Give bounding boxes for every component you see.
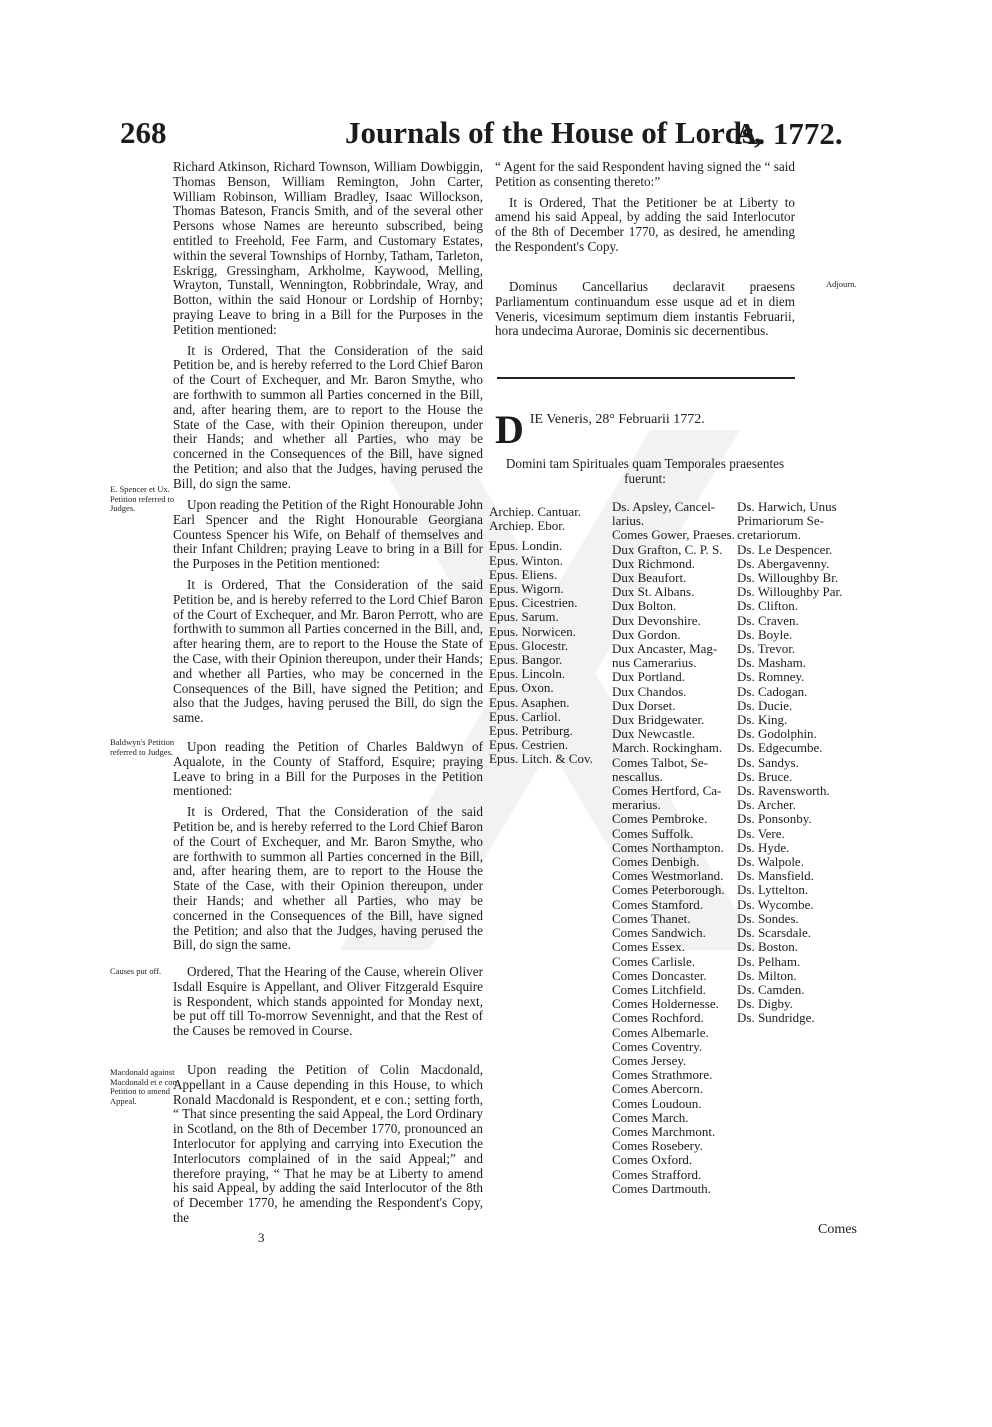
temporal-lord-entry: Comes Albemarle. [612,1024,709,1040]
baron-entry: Ds. Archer. [737,797,796,813]
right-top-block [495,160,795,261]
temporal-lord-entry: Comes Rosebery. [612,1138,703,1154]
temporal-lord-entry: Comes Peterborough. [612,882,725,898]
drop-cap: D [495,407,524,452]
running-title: Journals of the House of Lords, [345,115,762,150]
domini-heading [495,456,795,486]
baron-entry: Ds. Trevor. [737,641,796,657]
attendance-barons-list [737,500,857,1026]
spiritual-lord-entry: Epus. Oxon. [489,680,554,696]
baron-entry: Ds. Milton. [737,967,797,983]
temporal-lord-entry: Comes Doncaster. [612,967,707,983]
spencer-block [173,498,483,732]
baron-entry: Ds. Mansfield. [737,868,814,884]
temporal-lord-entry: Dux Beaufort. [612,570,687,586]
domini-line-2: fuerunt: [624,471,666,486]
baldwyn-petition-para: Upon reading the Petition of Charles Baldwyn of Aqualote, in the County of Stafford, Esquire; praying Leave to bring in a Bill for the Purposes in the Petition mentioned: [173,739,483,799]
temporal-lord-entry: Dux Dorset. [612,697,676,713]
spencer-petition-para: Upon reading the Petition of the Right Honourable John Earl Spencer and the Right Honourable Georgiana Countess Spencer his Wife, on Behalf of themselves and their Infant Children; praying Leave to bring in a Bill for the Purposes in the Petition mentioned: [173,497,483,572]
temporal-lord-entry: Dux Gordon. [612,626,681,642]
attendance-dukes-earls-list [612,500,737,1196]
hornby-petition-para: Richard Atkinson, Richard Townson, William Dowbiggin, Thomas Benson, William Remington, John Carter, William Robinson, William Bradley, Isaac Willockson, Thomas Bateson, Francis Smith, and of the several other Persons whose Names are hereunto subscribed, being entitled to Freehold, Fee Farm, and Customary Estates, within the several Townships of Hornby, Tatham, Tarleton, Eskrigg, Gressingham, Arkholme, Kaywood, Melling, Wrayton, Tunstall, Wennington, Robbrindale, Wray, and Botton, within the said Honour or Lordship of Hornby; praying Leave to bring in a Bill for the Purposes in the Petition mentioned: [173,159,483,337]
temporal-lord-entry: Comes Westmorland. [612,868,724,884]
attendance-spiritual-list [489,505,607,767]
baron-entry: Ds. Masham. [737,655,806,671]
section-rule [497,377,795,379]
baron-entry: Ds. Harwich, Unus [737,499,837,514]
temporal-lord-entry: March. Rockingham. [612,740,723,756]
temporal-lord-entry: Comes Rochford. [612,1010,704,1026]
temporal-lord-entry: Comes Thanet. [612,910,691,926]
temporal-lord-entry: Comes Jersey. [612,1052,687,1068]
baron-entry: cretariorum. [737,527,801,543]
temporal-lord-entry: Comes March. [612,1109,689,1125]
margin-note-baldwyn: Baldwyn's Petition referred to Judges. [110,737,175,757]
baron-entry: Ds. Lyttelton. [737,882,809,898]
temporal-lord-entry: Comes Suffolk. [612,825,694,841]
temporal-lord-entry: Comes Oxford. [612,1152,693,1168]
temporal-lord-entry: Dux Bolton. [612,598,677,614]
margin-note-adjourn: Adjourn. [826,279,857,289]
adjournment-para: Dominus Cancellarius declaravit praesens Parliamentum continuandum esse usque ad et in diem Veneris, vicesimum septimum diem instantis Februarii, hora undecima Aurorae, Dominis sic decernentibus. [495,279,795,339]
baron-entry: Ds. Abergavenny. [737,555,830,571]
temporal-lord-entry: nescallus. [612,768,663,784]
temporal-lord-entry: Comes Abercorn. [612,1081,703,1097]
baldwyn-block [173,740,483,959]
baron-entry: Ds. Boyle. [737,626,793,642]
spiritual-lord-entry: Epus. Norwicen. [489,623,577,639]
temporal-lord-entry: Comes Northampton. [612,839,724,855]
spiritual-lord-entry: Archiep. Ebor. [489,518,566,534]
macdonald-block [173,1063,483,1232]
temporal-lord-entry: Comes Marchmont. [612,1123,716,1139]
baron-entry: Ds. Sundridge. [737,1010,815,1026]
baron-entry: Primariorum Se- [737,513,825,529]
baron-entry: Ds. Sandys. [737,754,799,770]
baron-entry: Ds. Willoughby Par. [737,584,843,600]
temporal-lord-entry: Comes Stamford. [612,896,703,912]
spiritual-lord-entry: Epus. Petriburg. [489,723,573,739]
baron-entry: Ds. Hyde. [737,839,790,855]
temporal-lord-entry: Comes Dartmouth. [612,1180,711,1196]
day-heading [495,407,795,452]
temporal-lord-entry: Comes Strafford. [612,1166,702,1182]
baron-entry: Ds. Boston. [737,939,799,955]
temporal-lord-entry: Ds. Apsley, Cancel- [612,499,716,514]
baron-entry: Ds. Edgecumbe. [737,740,823,756]
spiritual-lord-entry: Epus. Glocestr. [489,637,569,653]
baron-entry: Ds. Craven. [737,612,799,628]
spiritual-lord-entry: Epus. Cicestrien. [489,595,578,611]
temporal-lord-entry: Dux Chandos. [612,683,687,699]
temporal-lord-entry: Comes Pembroke. [612,811,708,827]
spiritual-lord-entry: Archiep. Cantuar. [489,504,582,519]
temporal-lord-entry: nus Camerarius. [612,655,697,671]
temporal-lord-entry: Dux Devonshire. [612,612,701,628]
temporal-lord-entry: Dux St. Albans. [612,584,695,600]
spencer-ordered-para: It is Ordered, That the Consideration of the said Petition be, and is hereby referred to the Lord Chief Baron of the Court of Exchequer, and Mr. Baron Perrott, who are forthwith to summon all Parties concerned in the Bill, and, after hearing them, are to report to the House the State of the Case, with their Opinion thereupon, under their Hands; and whether all Parties, who may be concerned in the Consequences of the Bill, have signed the Petition; and also that the Judges, having perused the Bill, do sign the same. [173,576,483,726]
macdonald-para: Upon reading the Petition of Colin Macdonald, Appellant in a Cause depending in this House, to which Ronald Macdonald is Respondent, et e con.; setting forth, “ That since presenting the said Appeal, the Lord Ordinary in Scotland, on the 8th of December 1770, pronounced an Interlocutor for applying and carrying into Execution the Interlocutors complained of in the said Appeal;” and therefore praying, “ That he may be at Liberty to amend his said Appeal, by adding the said Interlocutor of the 8th of December 1770, he amending the Respondent's Copy, the [173,1062,483,1225]
temporal-lord-entry: Comes Holdernesse. [612,996,719,1012]
baron-entry: Ds. Godolphin. [737,726,817,742]
spiritual-lord-entry: Epus. Winton. [489,552,563,568]
temporal-lord-entry: Comes Gower, Praeses. [612,527,735,543]
temporal-lord-entry: larius. [612,513,645,529]
temporal-lord-entry: Dux Richmond. [612,555,696,571]
margin-note-spencer: E. Spencer et Ux. Petition referred to Judges. [110,484,175,513]
temporal-lord-entry: Comes Strathmore. [612,1067,713,1083]
baron-entry: Ds. Walpole. [737,854,804,870]
baron-entry: Ds. Bruce. [737,768,793,784]
baron-entry: Ds. Pelham. [737,953,801,969]
margin-note-macdonald: Macdonald against Macdonald et e con Petition to amend Appeal. [110,1067,177,1106]
temporal-lord-entry: Dux Grafton, C. P. S. [612,541,723,557]
temporal-lord-entry: Dux Ancaster, Mag- [612,641,718,657]
temporal-lord-entry: Comes Denbigh. [612,854,700,870]
spiritual-lord-entry: Epus. Eliens. [489,566,558,582]
left-column [173,160,483,498]
spiritual-lord-entry: Epus. Asaphen. [489,694,570,710]
baron-entry: Ds. Sondes. [737,910,799,926]
baron-entry: Ds. Scarsdale. [737,925,812,941]
temporal-lord-entry: Comes Litchfield. [612,981,706,997]
baron-entry: Ds. Camden. [737,981,805,997]
causes-block [173,965,483,1045]
spiritual-lord-entry: Epus. Wigorn. [489,581,564,597]
temporal-lord-entry: merarius. [612,797,661,813]
baron-entry: Ds. Cadogan. [737,683,808,699]
spiritual-lord-entry: Epus. Bangor. [489,652,563,668]
baron-entry: Ds. Vere. [737,825,785,841]
baron-entry: Ds. Clifton. [737,598,799,614]
baron-entry: Ds. Le Despencer. [737,541,833,557]
spiritual-lord-entry: Epus. Litch. & Cov. [489,751,593,767]
adjournment-block [495,280,795,345]
baron-entry: Ds. Ravensworth. [737,783,830,799]
ordered-amend-para: It is Ordered, That the Petitioner be at Liberty to amend his said Appeal, by adding the said Interlocutor of the 8th of December 1770, as desired, he amending the Respondent's Copy. [495,194,795,254]
signature-mark: 3 [258,1230,265,1245]
page-number: 268 [120,115,167,150]
temporal-lord-entry: Comes Essex. [612,939,685,955]
baron-entry: Ds. Ponsonby. [737,811,812,827]
temporal-lord-entry: Dux Bridgewater. [612,712,705,728]
spiritual-lord-entry: Epus. Lincoln. [489,666,566,682]
baron-entry: Ds. King. [737,712,788,728]
baron-entry: Ds. Willoughby Br. [737,570,839,586]
spiritual-lord-entry: Epus. Londin. [489,538,563,554]
temporal-lord-entry: Comes Loudoun. [612,1095,702,1111]
temporal-lord-entry: Comes Talbot, Se- [612,754,708,770]
causes-para: Ordered, That the Hearing of the Cause, wherein Oliver Isdall Esquire is Appellant, and Oliver Fitzgerald Esquire is Respondent, which stands appointed for Monday next, be put off till To-morrow Sevennight, and that the Rest of the Causes be removed in Course. [173,964,483,1039]
temporal-lord-entry: Dux Portland. [612,669,685,685]
domini-line-1: Domini tam Spirituales quam Temporales praesentes [505,456,785,471]
temporal-lord-entry: Comes Coventry. [612,1038,703,1054]
temporal-lord-entry: Comes Hertford, Ca- [612,783,722,799]
baron-entry: Ds. Romney. [737,669,805,685]
baron-entry: Ds. Ducie. [737,697,793,713]
hornby-ordered-para: It is Ordered, That the Consideration of the said Petition be, and is hereby referred to the Lord Chief Baron of the Court of Exchequer, and Mr. Baron Smythe, who are forthwith to summon all Parties concerned in the Bill, and, after hearing them, are to report to the House the State of the Case, with their Opinion thereupon, under their Hands; and whether all Parties, who may be concerned in the Consequences of the Bill, have signed the Petition; and also that the Judges, having perused the Bill, do sign the same. [173,342,483,491]
temporal-lord-entry: Dux Newcastle. [612,726,696,742]
spiritual-lord-entry: Epus. Carliol. [489,708,561,724]
baron-entry: Ds. Wycombe. [737,896,814,912]
baldwyn-ordered-para: It is Ordered, That the Consideration of the said Petition be, and is hereby referred to the Lord Chief Baron of the Court of Exchequer, and Mr. Baron Smythe, who are forthwith to summon all Parties concerned in the Bill, and, after hearing them, are to report to the House the State of the Case, with their Opinion thereupon, under their Hands; and whether all Parties, who may be concerned in the Consequences of the Bill, have signed the Petition; and also that the Judges, having perused the Bill, do sign the same. [173,804,483,953]
running-year: A. 1772. [735,116,843,151]
temporal-lord-entry: Comes Carlisle. [612,953,696,969]
temporal-lord-entry: Comes Sandwich. [612,925,706,941]
agent-para: “ Agent for the said Respondent having signed the “ said Petition as consenting thereto:” [495,159,795,189]
catchword: Comes [818,1222,857,1237]
baron-entry: Ds. Digby. [737,996,793,1012]
margin-note-causes: Causes put off. [110,966,162,976]
spiritual-lord-entry: Epus. Cestrien. [489,737,569,753]
spiritual-lord-entry: Epus. Sarum. [489,609,559,625]
day-heading-text: IE Veneris, 28° Februarii 1772. [529,412,705,427]
